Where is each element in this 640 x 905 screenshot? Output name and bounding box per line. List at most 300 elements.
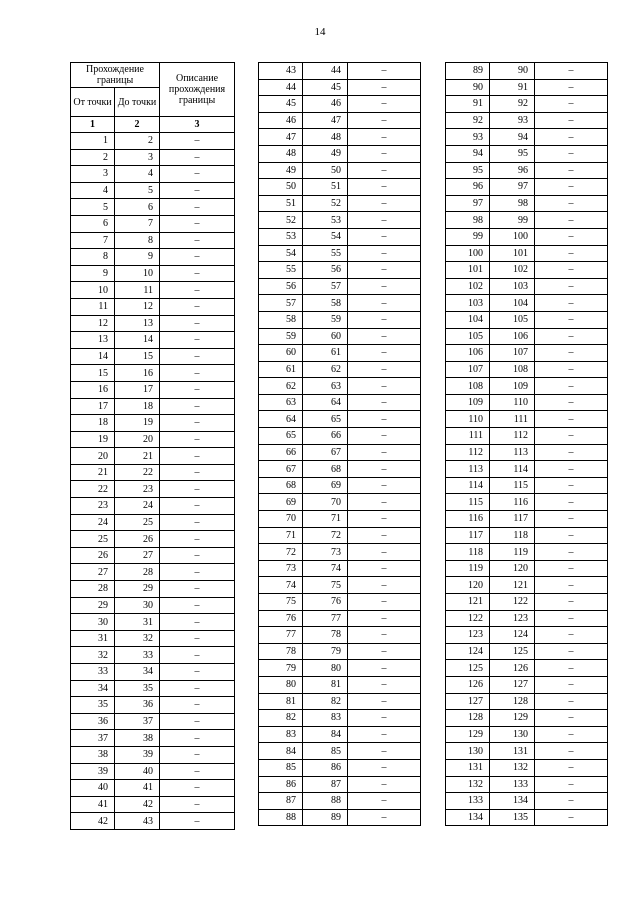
table-row <box>71 547 235 564</box>
table-row <box>446 195 608 212</box>
to-point-cell: 64 <box>303 394 348 411</box>
description-cell: – <box>348 527 421 544</box>
to-point-cell: 80 <box>303 660 348 677</box>
to-point-cell: 102 <box>490 262 535 279</box>
to-point-cell: 41 <box>115 780 160 797</box>
from-point-cell: 129 <box>446 726 490 743</box>
to-point-cell: 73 <box>303 544 348 561</box>
to-point-cell: 50 <box>303 162 348 179</box>
to-point-cell: 11 <box>115 282 160 299</box>
to-point-cell: 31 <box>115 614 160 631</box>
from-point-cell: 123 <box>446 627 490 644</box>
description-cell: – <box>160 746 235 763</box>
from-point-cell: 33 <box>71 664 115 681</box>
description-cell: – <box>348 378 421 395</box>
table-row <box>446 228 608 245</box>
description-cell: – <box>348 560 421 577</box>
from-point-cell: 35 <box>71 697 115 714</box>
table-row <box>259 477 421 494</box>
to-point-cell: 21 <box>115 448 160 465</box>
table-row <box>446 461 608 478</box>
from-point-cell: 73 <box>259 560 303 577</box>
from-point-cell: 72 <box>259 544 303 561</box>
from-point-cell: 71 <box>259 527 303 544</box>
to-point-cell: 107 <box>490 345 535 362</box>
from-point-cell: 46 <box>259 112 303 129</box>
description-cell: – <box>348 162 421 179</box>
from-point-cell: 32 <box>71 647 115 664</box>
description-cell: – <box>160 149 235 166</box>
description-cell: – <box>348 726 421 743</box>
table-row <box>71 215 235 232</box>
description-cell: – <box>535 594 608 611</box>
from-point-cell: 117 <box>446 527 490 544</box>
table-row <box>259 262 421 279</box>
description-cell: – <box>348 145 421 162</box>
table-row <box>259 112 421 129</box>
to-point-cell: 49 <box>303 145 348 162</box>
table-row <box>446 477 608 494</box>
from-point-cell: 110 <box>446 411 490 428</box>
from-point-cell: 107 <box>446 361 490 378</box>
to-point-cell: 72 <box>303 527 348 544</box>
to-point-cell: 125 <box>490 643 535 660</box>
to-point-cell: 95 <box>490 145 535 162</box>
to-point-cell: 99 <box>490 212 535 229</box>
from-point-cell: 40 <box>71 780 115 797</box>
to-point-cell: 110 <box>490 394 535 411</box>
header-to-point: До точки <box>115 88 160 117</box>
description-cell: – <box>160 133 235 150</box>
to-point-cell: 90 <box>490 63 535 80</box>
description-cell: – <box>348 759 421 776</box>
table-row <box>71 597 235 614</box>
description-cell: – <box>160 664 235 681</box>
to-point-cell: 29 <box>115 581 160 598</box>
to-point-cell: 63 <box>303 378 348 395</box>
table-row <box>259 96 421 113</box>
description-cell: – <box>535 461 608 478</box>
table-row <box>71 581 235 598</box>
to-point-cell: 75 <box>303 577 348 594</box>
table-row <box>71 813 235 830</box>
description-cell: – <box>348 79 421 96</box>
table-row <box>71 713 235 730</box>
table-row <box>446 560 608 577</box>
table-row <box>446 527 608 544</box>
from-point-cell: 2 <box>71 149 115 166</box>
table-row <box>71 564 235 581</box>
header-col-number-2: 2 <box>115 117 160 133</box>
from-point-cell: 53 <box>259 228 303 245</box>
to-point-cell: 12 <box>115 298 160 315</box>
table-row <box>259 129 421 146</box>
from-point-cell: 125 <box>446 660 490 677</box>
from-point-cell: 63 <box>259 394 303 411</box>
table-row <box>259 195 421 212</box>
to-point-cell: 108 <box>490 361 535 378</box>
to-point-cell: 79 <box>303 643 348 660</box>
table-row <box>446 660 608 677</box>
to-point-cell: 131 <box>490 743 535 760</box>
table-row <box>259 278 421 295</box>
to-point-cell: 76 <box>303 594 348 611</box>
to-point-cell: 119 <box>490 544 535 561</box>
table-row <box>259 793 421 810</box>
table-row <box>259 228 421 245</box>
from-point-cell: 95 <box>446 162 490 179</box>
description-cell: – <box>160 481 235 498</box>
to-point-cell: 52 <box>303 195 348 212</box>
description-cell: – <box>160 531 235 548</box>
description-cell: – <box>535 195 608 212</box>
table-row <box>259 378 421 395</box>
to-point-cell: 86 <box>303 759 348 776</box>
table-row <box>259 295 421 312</box>
description-cell: – <box>348 295 421 312</box>
description-cell: – <box>535 776 608 793</box>
table-row <box>446 809 608 826</box>
to-point-cell: 37 <box>115 713 160 730</box>
description-cell: – <box>160 182 235 199</box>
to-point-cell: 66 <box>303 428 348 445</box>
table-row <box>259 693 421 710</box>
from-point-cell: 7 <box>71 232 115 249</box>
from-point-cell: 21 <box>71 464 115 481</box>
description-cell: – <box>535 544 608 561</box>
to-point-cell: 38 <box>115 730 160 747</box>
table-row <box>259 428 421 445</box>
description-cell: – <box>348 212 421 229</box>
from-point-cell: 78 <box>259 643 303 660</box>
to-point-cell: 5 <box>115 182 160 199</box>
description-cell: – <box>348 693 421 710</box>
description-cell: – <box>160 348 235 365</box>
description-cell: – <box>348 461 421 478</box>
from-point-cell: 103 <box>446 295 490 312</box>
description-cell: – <box>535 228 608 245</box>
table-row <box>446 776 608 793</box>
to-point-cell: 74 <box>303 560 348 577</box>
boundary-table-middle <box>258 62 421 826</box>
from-point-cell: 122 <box>446 610 490 627</box>
to-point-cell: 100 <box>490 228 535 245</box>
table-row <box>259 676 421 693</box>
table-row <box>446 262 608 279</box>
table-row <box>446 793 608 810</box>
description-cell: – <box>160 597 235 614</box>
table-row <box>259 610 421 627</box>
table-row <box>446 129 608 146</box>
from-point-cell: 29 <box>71 597 115 614</box>
to-point-cell: 96 <box>490 162 535 179</box>
to-point-cell: 45 <box>303 79 348 96</box>
from-point-cell: 44 <box>259 79 303 96</box>
description-cell: – <box>535 311 608 328</box>
from-point-cell: 17 <box>71 398 115 415</box>
description-cell: – <box>348 411 421 428</box>
from-point-cell: 88 <box>259 809 303 826</box>
header-col-number-1: 1 <box>71 117 115 133</box>
description-cell: – <box>535 411 608 428</box>
table-row <box>446 212 608 229</box>
from-point-cell: 56 <box>259 278 303 295</box>
table-row <box>446 594 608 611</box>
description-cell: – <box>348 311 421 328</box>
table-row <box>71 746 235 763</box>
from-point-cell: 16 <box>71 381 115 398</box>
from-point-cell: 19 <box>71 431 115 448</box>
from-point-cell: 69 <box>259 494 303 511</box>
description-cell: – <box>160 315 235 332</box>
from-point-cell: 126 <box>446 676 490 693</box>
from-point-cell: 12 <box>71 315 115 332</box>
from-point-cell: 34 <box>71 680 115 697</box>
description-cell: – <box>535 676 608 693</box>
to-point-cell: 83 <box>303 710 348 727</box>
to-point-cell: 58 <box>303 295 348 312</box>
to-point-cell: 128 <box>490 693 535 710</box>
description-cell: – <box>160 813 235 830</box>
description-cell: – <box>535 278 608 295</box>
table-row <box>446 577 608 594</box>
from-point-cell: 48 <box>259 145 303 162</box>
to-point-cell: 68 <box>303 461 348 478</box>
table-row <box>71 149 235 166</box>
description-cell: – <box>535 212 608 229</box>
description-cell: – <box>535 262 608 279</box>
from-point-cell: 52 <box>259 212 303 229</box>
to-point-cell: 19 <box>115 415 160 432</box>
description-cell: – <box>160 381 235 398</box>
description-cell: – <box>348 676 421 693</box>
to-point-cell: 26 <box>115 531 160 548</box>
description-cell: – <box>348 577 421 594</box>
from-point-cell: 119 <box>446 560 490 577</box>
description-cell: – <box>348 63 421 80</box>
description-cell: – <box>160 647 235 664</box>
to-point-cell: 18 <box>115 398 160 415</box>
from-point-cell: 75 <box>259 594 303 611</box>
from-point-cell: 90 <box>446 79 490 96</box>
to-point-cell: 51 <box>303 179 348 196</box>
from-point-cell: 47 <box>259 129 303 146</box>
table-row <box>446 79 608 96</box>
table-row <box>71 315 235 332</box>
description-cell: – <box>348 361 421 378</box>
to-point-cell: 124 <box>490 627 535 644</box>
description-cell: – <box>348 394 421 411</box>
description-cell: – <box>160 332 235 349</box>
boundary-table-left <box>70 62 235 830</box>
to-point-cell: 94 <box>490 129 535 146</box>
to-point-cell: 42 <box>115 796 160 813</box>
description-cell: – <box>160 415 235 432</box>
table-row <box>259 79 421 96</box>
table-row <box>71 381 235 398</box>
from-point-cell: 18 <box>71 415 115 432</box>
to-point-cell: 85 <box>303 743 348 760</box>
table-row <box>71 232 235 249</box>
from-point-cell: 82 <box>259 710 303 727</box>
from-point-cell: 99 <box>446 228 490 245</box>
from-point-cell: 108 <box>446 378 490 395</box>
to-point-cell: 132 <box>490 759 535 776</box>
description-cell: – <box>160 265 235 282</box>
description-cell: – <box>160 365 235 382</box>
description-cell: – <box>160 630 235 647</box>
boundary-table-right <box>445 62 608 826</box>
description-cell: – <box>160 581 235 598</box>
description-cell: – <box>348 809 421 826</box>
to-point-cell: 120 <box>490 560 535 577</box>
to-point-cell: 15 <box>115 348 160 365</box>
description-cell: – <box>348 643 421 660</box>
table-row <box>71 448 235 465</box>
from-point-cell: 118 <box>446 544 490 561</box>
from-point-cell: 50 <box>259 179 303 196</box>
table-row <box>446 544 608 561</box>
to-point-cell: 129 <box>490 710 535 727</box>
table-row <box>446 179 608 196</box>
to-point-cell: 14 <box>115 332 160 349</box>
from-point-cell: 106 <box>446 345 490 362</box>
from-point-cell: 11 <box>71 298 115 315</box>
table-row <box>446 411 608 428</box>
description-cell: – <box>348 610 421 627</box>
from-point-cell: 87 <box>259 793 303 810</box>
table-row <box>446 328 608 345</box>
table-row <box>259 212 421 229</box>
description-cell: – <box>535 245 608 262</box>
to-point-cell: 123 <box>490 610 535 627</box>
from-point-cell: 65 <box>259 428 303 445</box>
to-point-cell: 87 <box>303 776 348 793</box>
to-point-cell: 13 <box>115 315 160 332</box>
to-point-cell: 23 <box>115 481 160 498</box>
to-point-cell: 2 <box>115 133 160 150</box>
description-cell: – <box>535 610 608 627</box>
description-cell: – <box>348 96 421 113</box>
from-point-cell: 100 <box>446 245 490 262</box>
from-point-cell: 57 <box>259 295 303 312</box>
to-point-cell: 117 <box>490 511 535 528</box>
description-cell: – <box>535 511 608 528</box>
to-point-cell: 81 <box>303 676 348 693</box>
table-row <box>446 743 608 760</box>
from-point-cell: 3 <box>71 166 115 183</box>
table-row <box>259 726 421 743</box>
table-row <box>259 461 421 478</box>
description-cell: – <box>535 726 608 743</box>
from-point-cell: 25 <box>71 531 115 548</box>
table-row <box>259 444 421 461</box>
description-cell: – <box>348 627 421 644</box>
from-point-cell: 80 <box>259 676 303 693</box>
from-point-cell: 101 <box>446 262 490 279</box>
description-cell: – <box>535 560 608 577</box>
to-point-cell: 115 <box>490 477 535 494</box>
description-cell: – <box>535 179 608 196</box>
from-point-cell: 36 <box>71 713 115 730</box>
from-point-cell: 114 <box>446 477 490 494</box>
table-row <box>259 627 421 644</box>
description-cell: – <box>535 793 608 810</box>
to-point-cell: 25 <box>115 514 160 531</box>
to-point-cell: 134 <box>490 793 535 810</box>
table-row <box>259 345 421 362</box>
from-point-cell: 64 <box>259 411 303 428</box>
description-cell: – <box>160 514 235 531</box>
from-point-cell: 74 <box>259 577 303 594</box>
from-point-cell: 116 <box>446 511 490 528</box>
to-point-cell: 133 <box>490 776 535 793</box>
table-row <box>71 647 235 664</box>
from-point-cell: 23 <box>71 498 115 515</box>
table-row <box>446 444 608 461</box>
from-point-cell: 124 <box>446 643 490 660</box>
table-row <box>71 265 235 282</box>
to-point-cell: 28 <box>115 564 160 581</box>
table-row <box>446 361 608 378</box>
to-point-cell: 61 <box>303 345 348 362</box>
description-cell: – <box>535 378 608 395</box>
to-point-cell: 32 <box>115 630 160 647</box>
table-row <box>446 295 608 312</box>
from-point-cell: 113 <box>446 461 490 478</box>
from-point-cell: 81 <box>259 693 303 710</box>
table-row <box>446 428 608 445</box>
description-cell: – <box>160 215 235 232</box>
from-point-cell: 97 <box>446 195 490 212</box>
table-row <box>446 710 608 727</box>
description-cell: – <box>160 763 235 780</box>
to-point-cell: 104 <box>490 295 535 312</box>
from-point-cell: 60 <box>259 345 303 362</box>
to-point-cell: 116 <box>490 494 535 511</box>
table-row <box>446 63 608 80</box>
description-cell: – <box>535 577 608 594</box>
from-point-cell: 1 <box>71 133 115 150</box>
to-point-cell: 121 <box>490 577 535 594</box>
from-point-cell: 26 <box>71 547 115 564</box>
from-point-cell: 91 <box>446 96 490 113</box>
from-point-cell: 79 <box>259 660 303 677</box>
to-point-cell: 109 <box>490 378 535 395</box>
description-cell: – <box>348 345 421 362</box>
from-point-cell: 121 <box>446 594 490 611</box>
description-cell: – <box>160 249 235 266</box>
to-point-cell: 65 <box>303 411 348 428</box>
from-point-cell: 28 <box>71 581 115 598</box>
table-row <box>446 145 608 162</box>
table-row <box>71 531 235 548</box>
description-cell: – <box>535 710 608 727</box>
description-cell: – <box>535 643 608 660</box>
to-point-cell: 43 <box>115 813 160 830</box>
description-cell: – <box>348 594 421 611</box>
table-row <box>259 809 421 826</box>
table-row <box>259 179 421 196</box>
to-point-cell: 126 <box>490 660 535 677</box>
table-row <box>71 697 235 714</box>
description-cell: – <box>535 627 608 644</box>
table-row <box>446 511 608 528</box>
description-cell: – <box>160 730 235 747</box>
from-point-cell: 104 <box>446 311 490 328</box>
to-point-cell: 88 <box>303 793 348 810</box>
to-point-cell: 44 <box>303 63 348 80</box>
